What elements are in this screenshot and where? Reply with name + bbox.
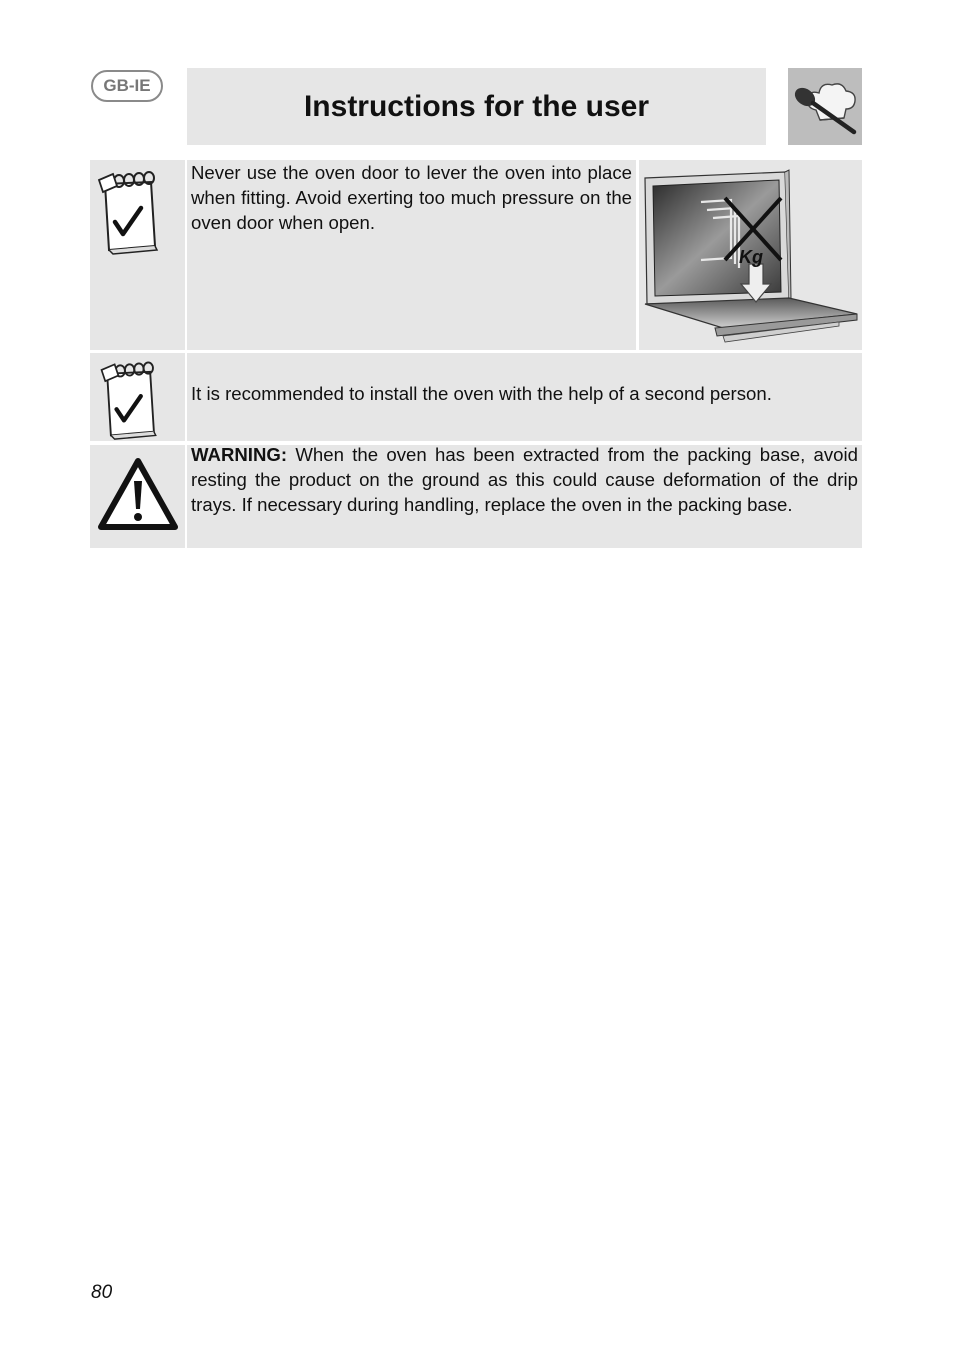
note-1-text-cell xyxy=(187,160,636,350)
warning-prefix: WARNING: xyxy=(191,444,288,465)
warning-body: When the oven has been extracted from the packing base, avoid resting the product on the ground as this could cause deformation of the drip trays. If necessary during handling, replace the oven in the packing base. xyxy=(191,444,858,515)
chef-spoon-icon xyxy=(788,68,862,145)
note-1-icon-cell xyxy=(90,160,185,350)
note-3-text-cell xyxy=(187,445,862,548)
note-3-text xyxy=(191,442,858,517)
note-2-text-cell xyxy=(187,353,862,441)
language-badge: GB-IE xyxy=(91,70,163,102)
weight-label: Kg xyxy=(739,247,763,267)
header-bar xyxy=(187,68,766,145)
page-number: 80 xyxy=(91,1282,113,1303)
oven-door-no-weight-illustration xyxy=(639,160,862,350)
notepad-check-icon xyxy=(95,355,181,441)
notepad-check-icon xyxy=(95,164,181,256)
note-1-text: Never use the oven door to lever the oven into place when fitting. Avoid exerting too much pressure on the oven door when open. xyxy=(191,162,632,233)
note-3-icon-cell xyxy=(90,445,185,548)
page-title: Instructions for the user xyxy=(303,89,650,123)
note-2-text: It is recommended to install the oven with the help of a second person. xyxy=(191,383,772,404)
note-1-illustration-cell xyxy=(639,160,862,350)
note-2-icon-cell xyxy=(90,353,185,441)
warning-triangle-icon xyxy=(97,457,179,533)
